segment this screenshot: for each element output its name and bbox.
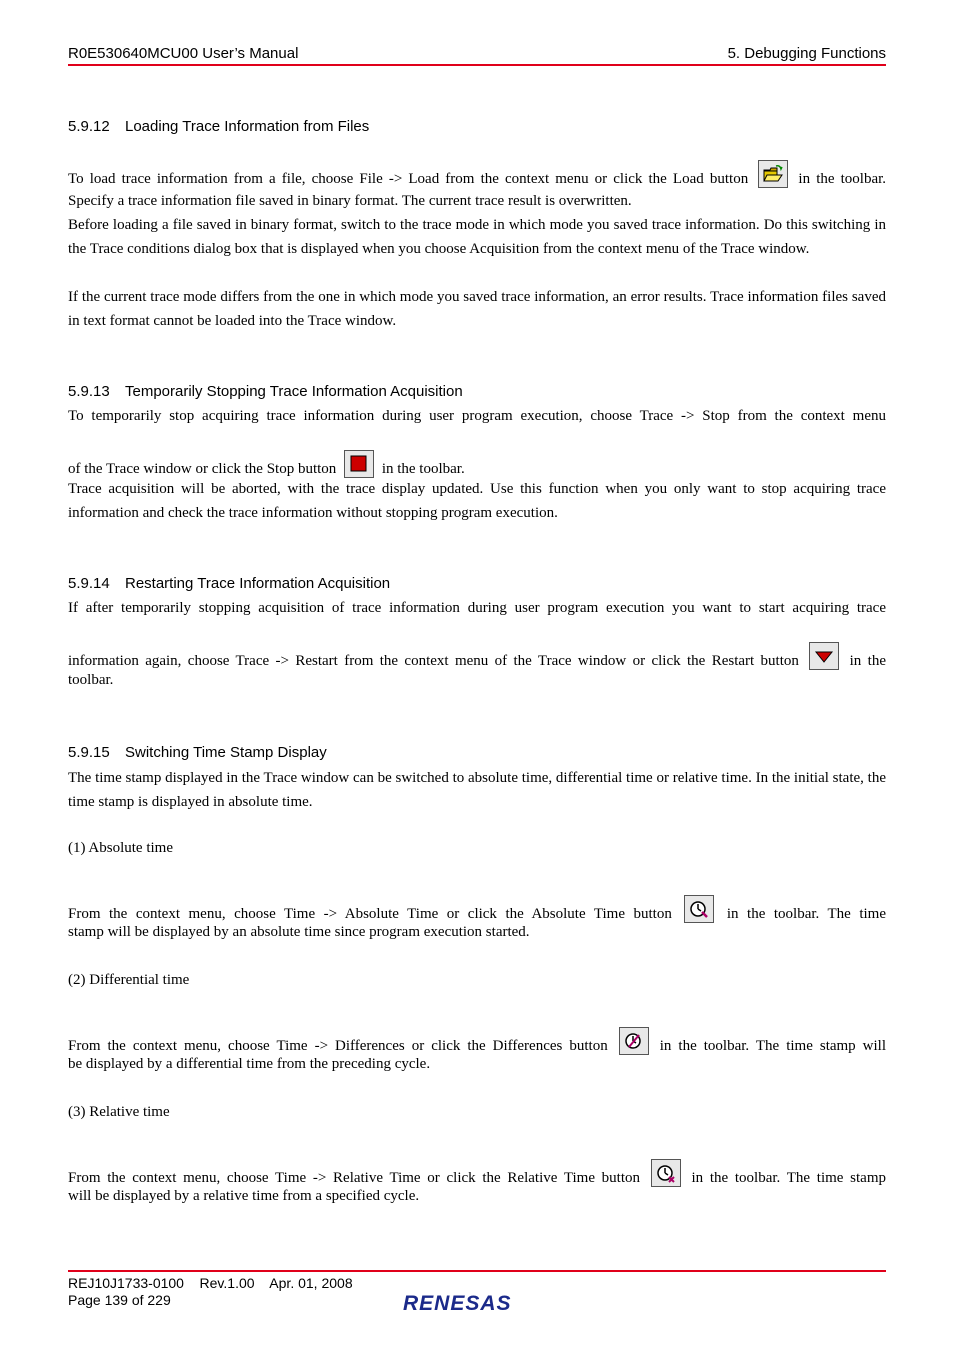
relative-time-line-2: will be displayed by a relative time from a specified cycle. [68,1188,420,1204]
renesas-logo: RENESAS [403,1292,512,1315]
s12-paragraph-3: Before loading a file saved in binary format, switch to the trace mode in which mode you saved trace information. Do this switching in the Trace conditions dialog box that is displayed when you choose Acquisition from the context menu of the Trace window. [68,217,886,257]
s12-paragraph-4: If the current trace mode differs from the one in which mode you saved trace information, an error results. Trace information files saved in text format cannot be loaded into the Trace window. [68,289,886,329]
footer-document-id: REJ10J1733-0100 Rev.1.00 Apr. 01, 2008 [68,1275,353,1291]
absolute-time-subheading: (1) Absolute time [68,840,173,856]
s13-line-1: To temporarily stop acquiring trace information during user program execution, choose Trace -> Stop from the context menu [68,408,886,424]
header-chapter-title: 5. Debugging Functions [727,45,886,62]
s13-paragraph-2: Trace acquisition will be aborted, with the trace display updated. Use this function when you only want to stop acquiring trace information and check the trace information without stopping program execution. [68,481,886,521]
load-button[interactable] [758,160,788,188]
differential-time-line-1: From the context menu, choose Time -> Differences or click the Differences button in the toolbar. The time stamp will [68,1027,886,1055]
footer-page-number: Page 139 of 229 [68,1292,171,1308]
stop-icon [348,454,370,474]
s14-line-3: toolbar. [68,672,114,688]
relative-time-subheading: (3) Relative time [68,1104,170,1120]
restart-icon [813,646,835,666]
footer-rule [68,1270,886,1272]
restart-button[interactable] [809,642,839,670]
header-rule [68,64,886,66]
s12-paragraph-2: Specify a trace information file saved in binary format. The current trace result is overwritten. [68,193,632,209]
absolute-time-button[interactable] [684,895,714,923]
s13-line-2: of the Trace window or click the Stop button in the toolbar. [68,450,886,478]
differential-time-line-2: be displayed by a differential time from the preceding cycle. [68,1056,431,1072]
differential-time-subheading: (2) Differential time [68,972,190,988]
s12-line-1: To load trace information from a file, choose File -> Load from the context menu or click the Load button in the toolbar. [68,160,886,188]
s15-paragraph-1: The time stamp displayed in the Trace window can be switched to absolute time, differential time or relative time. In the initial state, the time stamp is displayed in absolute time. [68,770,886,810]
section-heading-5-9-15: 5.9.15 Switching Time Stamp Display [68,744,327,761]
absolute-time-line-1: From the context menu, choose Time -> Absolute Time or click the Absolute Time button in the toolbar. The time [68,895,886,923]
s14-line-1: If after temporarily stopping acquisition of trace information during user program execution you want to start acquiring trace [68,600,886,616]
section-heading-5-9-13: 5.9.13 Temporarily Stopping Trace Information Acquisition [68,383,463,400]
differences-icon [623,1031,645,1051]
relative-time-line-1: From the context menu, choose Time -> Relative Time or click the Relative Time button in the toolbar. The time stamp [68,1159,886,1187]
relative-time-icon [655,1163,677,1183]
differences-button[interactable] [619,1027,649,1055]
absolute-time-icon [688,899,710,919]
stop-button[interactable] [344,450,374,478]
section-heading-5-9-14: 5.9.14 Restarting Trace Information Acquisition [68,575,391,592]
absolute-time-line-2: stamp will be displayed by an absolute time since program execution started. [68,924,530,940]
header-manual-title: R0E530640MCU00 User’s Manual [68,45,299,62]
section-heading-5-9-12: 5.9.12 Loading Trace Information from Files [68,118,370,135]
s14-line-2: information again, choose Trace -> Restart from the context menu of the Trace window or click the Restart button in the [68,642,886,670]
load-icon [762,164,784,184]
relative-time-button[interactable] [651,1159,681,1187]
